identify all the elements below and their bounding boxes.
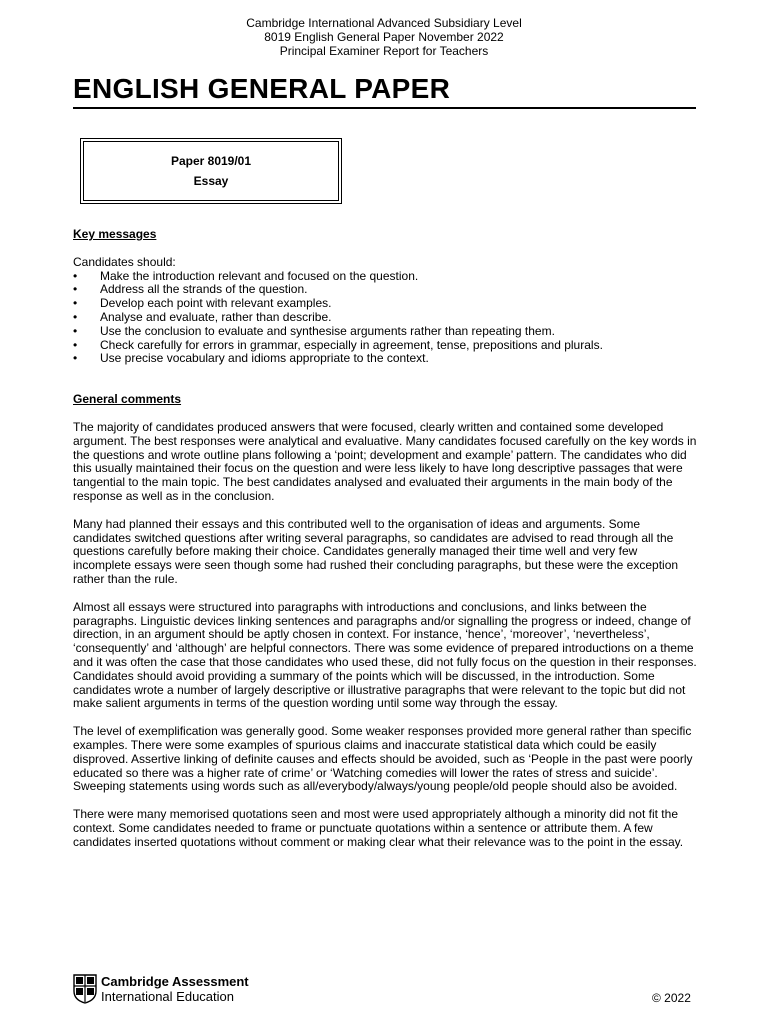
paper-component: Essay xyxy=(193,174,229,188)
key-message-item xyxy=(73,325,698,339)
key-message-item xyxy=(73,270,698,284)
report-body xyxy=(73,228,698,863)
bullet-icon: • xyxy=(73,296,78,311)
bullet-icon: • xyxy=(73,268,78,283)
key-message-text: Address all the strands of the question. xyxy=(100,282,308,297)
logo-wordmark xyxy=(101,974,249,1004)
bullet-icon: • xyxy=(73,282,78,297)
key-message-item xyxy=(73,352,698,366)
header-qualification: Cambridge International Advanced Subsidiary Level xyxy=(246,16,522,30)
cambridge-crest-icon xyxy=(73,974,97,1004)
bullet-icon: • xyxy=(73,309,78,324)
document-title: ENGLISH GENERAL PAPER xyxy=(73,72,696,109)
paper-info-box xyxy=(80,138,342,204)
bullet-icon: • xyxy=(73,323,78,338)
key-message-item xyxy=(73,283,698,297)
general-comment-paragraph: Many had planned their essays and this contributed well to the organisation of ideas and arguments. Some candidates switched questions after writing several paragraphs, so candidates are advised to read through all the questions carefully before making their choice. Candidates generally managed their time well and very few incomplete essays were seen though some had rushed their concluding paragraphs, but these were the exception rather than the rule. xyxy=(73,516,679,586)
page-header xyxy=(0,16,768,58)
logo-line-1: Cambridge Assessment xyxy=(101,974,249,989)
key-message-item xyxy=(73,311,698,325)
key-messages-list xyxy=(73,270,698,367)
key-message-text: Develop each point with relevant examples. xyxy=(100,296,332,311)
key-message-text: Use precise vocabulary and idioms appropriate to the context. xyxy=(100,351,429,366)
general-comments-heading: General comments xyxy=(73,392,182,407)
general-comment-paragraph: The majority of candidates produced answers that were focused, clearly written and contained some developed argument. The best responses were analytical and evaluative. Many candidates focused carefully on the key words in the questions and wrote outline plans following a ‘point; development and example’ pattern. The candidates who did this usually maintained their focus on the question and were less likely to have long descriptive passages that were tangential to the main topic. The best candidates analysed and evaluated their arguments in the main body of the response as well as in the conclusion. xyxy=(73,419,697,503)
general-comment-paragraph: The level of exemplification was generally good. Some weaker responses provided more general rather than specific examples. There were some examples of spurious claims and inaccurate statistical data which could be easily disproved. Assertive linking of definite causes and effects should be avoided, such as ‘People in the past were poorly educated so there was a higher rate of crime’ or ‘Watching comedies will lower the rates of stress and suicide’. Sweeping statements using words such as all/everybody/always/young people/old people should also be avoided. xyxy=(73,724,693,794)
logo-line-2: International Education xyxy=(101,989,234,1004)
bullet-icon: • xyxy=(73,337,78,352)
paper-info-box-inner xyxy=(83,141,339,201)
key-message-item xyxy=(73,297,698,311)
bullet-icon: • xyxy=(73,351,78,366)
key-message-text: Make the introduction relevant and focused on the question. xyxy=(100,268,419,283)
key-message-text: Check carefully for errors in grammar, especially in agreement, tense, prepositions and plurals. xyxy=(100,337,603,352)
header-syllabus: 8019 English General Paper November 2022 xyxy=(264,30,504,44)
key-messages-intro: Candidates should: xyxy=(73,254,176,269)
copyright-notice: © 2022 xyxy=(652,991,691,1005)
general-comments-body xyxy=(73,421,698,850)
key-messages-heading: Key messages xyxy=(73,227,157,241)
key-message-text: Analyse and evaluate, rather than describe. xyxy=(100,309,332,324)
key-message-text: Use the conclusion to evaluate and synthesise arguments rather than repeating them. xyxy=(100,323,555,338)
general-comment-paragraph: Almost all essays were structured into paragraphs with introductions and conclusions, and links between the paragraphs. Linguistic devices linking sentences and paragraphs and/or signalling the progress or indeed, change of direction, in an argument should be aptly chosen in context. For instance, ‘hence’, ‘moreover’, ‘nevertheless’, ‘consequently’ and ‘although’ are helpful connectors. There was some evidence of prepared introductions on a theme and it was often the case that those candidates who used these, did not fully focus on the question in their responses. Candidates should avoid providing a summary of the points which will be discussed, in the introduction. Some candidates wrote a number of largely descriptive or illustrative paragraphs that were relevant to the topic but did not make salient arguments in terms of the question wording until some way through the essay. xyxy=(73,599,697,711)
general-comment-paragraph: There were many memorised quotations seen and most were used appropriately although a minority did not fit the context. Some candidates needed to frame or punctuate quotations within a sentence or attribute them. A few candidates inserted quotations without comment or making clear what their relevance was to the point in the essay. xyxy=(73,807,684,849)
header-report-type: Principal Examiner Report for Teachers xyxy=(279,44,489,58)
paper-number: Paper 8019/01 xyxy=(170,154,252,168)
cambridge-logo xyxy=(73,974,249,1004)
key-message-item xyxy=(73,339,698,353)
